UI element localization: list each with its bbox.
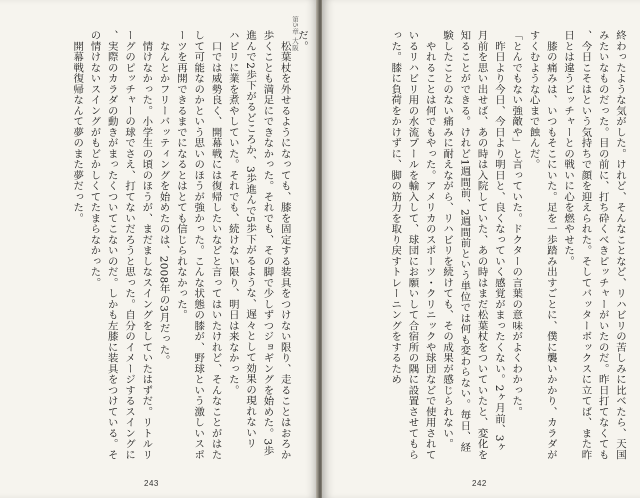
paragraph: 膝の痛みは、いつもそこにいた。足を一歩踏み出すごとに、僕に襲いかかり、カラダが すくむような心まで蝕んだ。: [527, 30, 557, 460]
left-page: [0, 0, 318, 498]
page-number: 243: [144, 479, 159, 488]
running-head: 第5章 大阪: [291, 16, 299, 52]
right-page-text: [340, 30, 628, 460]
paragraph: 情けなかった。小学生の頃のほうが、まだましなスイングをしていたはずだ。リトルリ ーグのピッチャーの球でさえ、打てないだろうと思った。自分のイメージするスイングに 、実際のカラダの動きがまったくついてこないのだ。しかも左膝に装具をつけている。そ の情けないスイングがもどかしくてたまらなかった。: [88, 30, 153, 460]
paragraph: 終わったような気がした。けれど、そんなことなど、リハビリの苦しみに比べたら、天国 みたいなものだった。目の前に、打ち砕くべきピッチャーがいたのだ。昨日打てなくても 、今日こそはという気持ちで顔を迎えられた。そしてバッターボックスに立てば、また昨 日とは違うピッチャーとの戦いに心を燃やせた。: [562, 30, 626, 460]
paragraph: やれることは何でもやった。アメリカのスポーツ・クリニックや球団などで使用されて いるリハビリ用の水流プールを輸入して、球団にお願いして合宿所の隅に設置させてもら った。膝に負荷をかけずに、脚の筋力を取り戻すトレーニングをするため: [389, 30, 436, 460]
paragraph: なんとかフリーバッティングを始めたのは、2008年の3月だった。: [157, 30, 170, 366]
paragraph: だ。: [296, 30, 308, 52]
paragraph: 口では威勢良く、開幕戦には復帰したいなどと言ってはいたけれど、そんなことがはた して可能なのかという思いのほうが強かった。こんな状態の膝が、野球という激しいスポ ーツを再開できるまでになるとはとても信じられなかった。: [174, 30, 222, 460]
page-number: 242: [472, 479, 487, 488]
paragraph: 「とんでもない強敵や」と言っていた。ドクターの言葉の意味がよくわかった。: [510, 30, 523, 417]
left-page-text: [14, 30, 310, 460]
right-page: [322, 0, 640, 498]
paragraph: 昨日より今日、今日より明日と、良くなっていく感覚がまったくない。2ヶ月前、3ヶ 月前を思い出せば、あの時は入院していた、あの時はまだ松葉杖をついていたと、変化を 知ることができる。けれど1週間前、2週間前という単位では何も変わらない。毎日、経 験したことのない痛みに耐えながら、リハビリを続けても、その成果が感じられない。: [441, 30, 505, 460]
paragraph: 松葉杖を外せるようになっても、膝を固定する装具をつけない限り、走ることはおろか 歩くことも満足にできなかった。それでも、その脚で少しずつジョギングを始めた。3歩 進んで2歩下がるどころか、3歩進んで5歩下がるような、遅々として効果の現れないリ ハビリに業を煮やしていた。それでも、続けない限り、明日は来なかった。: [226, 30, 291, 460]
paragraph: 開幕戦復帰なんて夢のまた夢だった。: [71, 30, 84, 224]
